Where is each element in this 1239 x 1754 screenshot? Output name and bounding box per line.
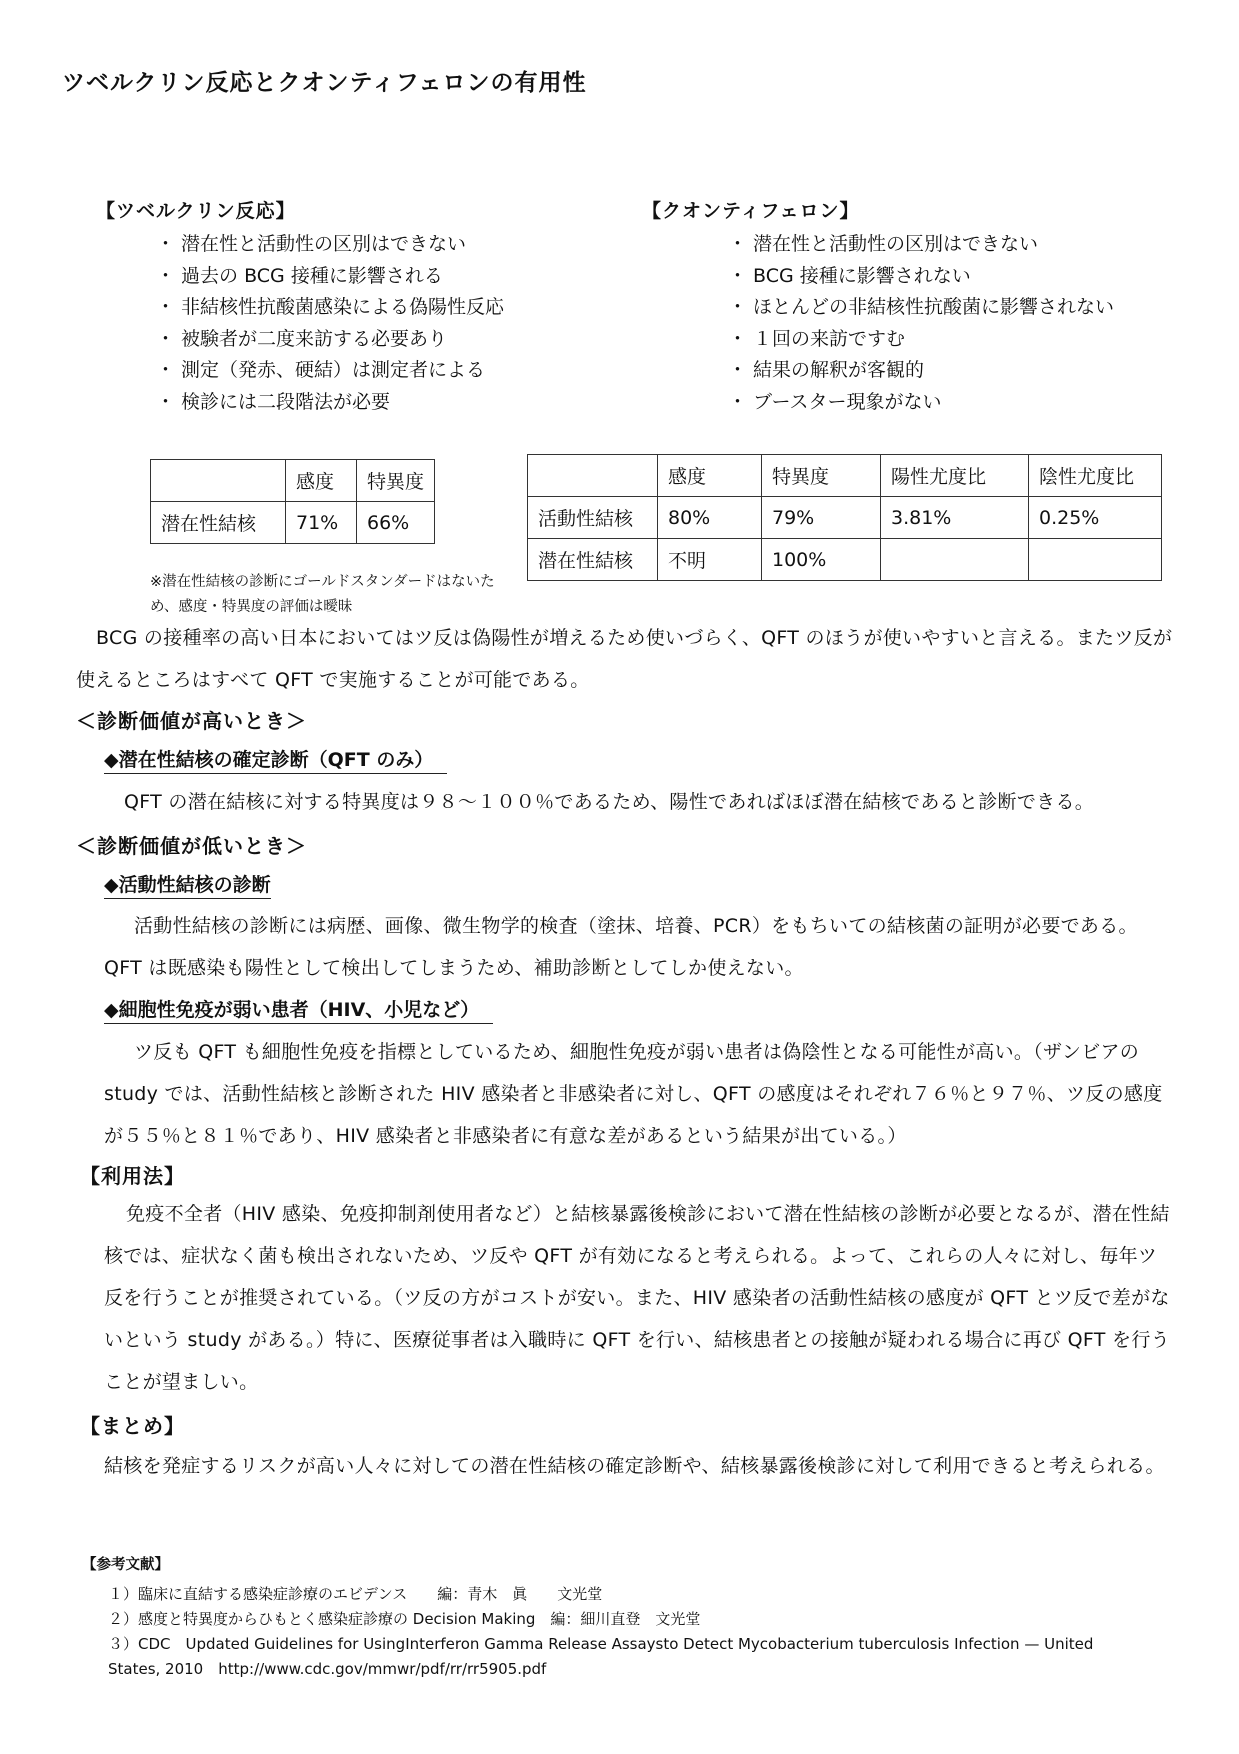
latent-tb-paragraph: QFT の潜在結核に対する特異度は９８～１００％であるため、陽性であればほぼ潜在結核であると診断できる。: [124, 791, 1095, 813]
quantiferon-heading: 【クオンティフェロン】: [642, 200, 860, 222]
quantiferon-bullet-list: [728, 229, 1114, 418]
summary-heading: 【まとめ】: [80, 1414, 185, 1438]
list-item: ・ 潜在性と活動性の区別はできない: [728, 229, 1114, 261]
table-header-cell: [151, 460, 286, 502]
table-row: [528, 497, 1162, 539]
table-cell: [881, 539, 1029, 581]
table-cell: 71%: [286, 502, 357, 544]
references-heading: 【参考文献】: [82, 1557, 169, 1573]
table-header-cell: 感度: [658, 455, 762, 497]
list-item: ・ 非結核性抗酸菌感染による偽陽性反応: [156, 292, 504, 324]
usage-heading: 【利用法】: [80, 1164, 185, 1188]
active-tb-subheading: ◆活動性結核の診断: [104, 872, 271, 899]
table-row: [151, 460, 435, 502]
quantiferon-table: [527, 454, 1162, 581]
summary-paragraph: 結核を発症するリスクが高い人々に対しての潜在性結核の確定診断や、結核暴露後検診に対して利用できると考えられる。: [104, 1455, 1165, 1477]
reference-item: ３）CDC Updated Guidelines for UsingInterferon Gamma Release Assaysto Detect Mycobacterium tuberculosis Infection — United States, 2010 http://www.cdc.gov/mmwr/pdf/rr/rr5905.pdf: [108, 1635, 1094, 1678]
latent-tb-subheading: ◆潜在性結核の確定診断（QFT のみ）: [104, 747, 447, 774]
table-cell: 活動性結核: [528, 497, 658, 539]
table-cell: 66%: [357, 502, 435, 544]
table-row: [528, 455, 1162, 497]
list-item: ・ 被験者が二度来訪する必要あり: [156, 324, 504, 356]
tuberculin-bullet-list: [156, 229, 504, 418]
table-header-cell: 特異度: [357, 460, 435, 502]
table-cell: 79%: [762, 497, 881, 539]
table-footnote: ※潜在性結核の診断にゴールドスタンダードはないため、感度・特異度の評価は曖昧: [150, 574, 495, 615]
reference-item: ２）感度と特異度からひもとく感染症診療の Decision Making 編：細川直登 文光堂: [108, 1610, 701, 1628]
table-cell: 3.81%: [881, 497, 1029, 539]
list-item: ・ １回の来訪ですむ: [728, 324, 1114, 356]
page-title: ツベルクリン反応とクオンティフェロンの有用性: [62, 70, 587, 96]
active-tb-paragraph: 活動性結核の診断には病歴、画像、微生物学的検査（塗抹、培養、PCR）をもちいての結核菌の証明が必要である。QFT は既感染も陽性として検出してしまうため、補助診断としてしか使えない。: [104, 915, 1138, 979]
high-value-heading: ＜診断価値が高いとき＞: [76, 709, 307, 733]
tuberculin-heading: 【ツベルクリン反応】: [96, 200, 296, 222]
table-cell: 0.25%: [1029, 497, 1162, 539]
table-cell: 100%: [762, 539, 881, 581]
immunocompromised-paragraph: ツ反も QFT も細胞性免疫を指標としているため、細胞性免疫が弱い患者は偽陰性となる可能性が高い。（ザンビアの study では、活動性結核と診断された HIV 感染者と非感染者に対し、QFT の感度はそれぞれ７６％と９７％、ツ反の感度が５５％と８１％であり、HIV 感染者と非感染者に有意な差があるという結果が出ている。）: [104, 1041, 1163, 1147]
list-item: ・ 潜在性と活動性の区別はできない: [156, 229, 504, 261]
table-header-cell: 陽性尤度比: [881, 455, 1029, 497]
intro-paragraph: BCG の接種率の高い日本においてはツ反は偽陽性が増えるため使いづらく、QFT のほうが使いやすいと言える。またツ反が使えるところはすべて QFT で実施することが可能である。: [76, 627, 1173, 691]
table-header-cell: 感度: [286, 460, 357, 502]
table-header-cell: 陰性尤度比: [1029, 455, 1162, 497]
list-item: ・ 測定（発赤、硬結）は測定者による: [156, 355, 504, 387]
table-header-cell: [528, 455, 658, 497]
immunocompromised-subheading: ◆細胞性免疫が弱い患者（HIV、小児など）: [104, 997, 493, 1024]
list-item: ・ 過去の BCG 接種に影響される: [156, 261, 504, 293]
list-item: ・ BCG 接種に影響されない: [728, 261, 1114, 293]
list-item: ・ ほとんどの非結核性抗酸菌に影響されない: [728, 292, 1114, 324]
table-row: [528, 539, 1162, 581]
tuberculin-table: [150, 459, 435, 544]
table-cell: 不明: [658, 539, 762, 581]
reference-item: １）臨床に直結する感染症診療のエビデンス 編：青木 眞 文光堂: [108, 1585, 603, 1603]
usage-paragraph: 免疫不全者（HIV 感染、免疫抑制剤使用者など）と結核暴露後検診において潜在性結核の診断が必要となるが、潜在性結核では、症状なく菌も検出されないため、ツ反や QFT が有効になると考えられる。よって、これらの人々に対し、毎年ツ反を行うことが推奨されている。（ツ反の方がコストが安い。また、HIV 感染者の活動性結核の感度が QFT とツ反で差がないという study がある。）特に、医療従事者は入職時に QFT を行い、結核患者との接触が疑われる場合に再び QFT を行うことが望ましい。: [104, 1203, 1170, 1393]
low-value-heading: ＜診断価値が低いとき＞: [76, 834, 307, 858]
references-list: [108, 1582, 1128, 1682]
table-cell: 80%: [658, 497, 762, 539]
list-item: ・ ブースター現象がない: [728, 387, 1114, 419]
list-item: ・ 結果の解釈が客観的: [728, 355, 1114, 387]
table-cell: 潜在性結核: [151, 502, 286, 544]
table-cell: 潜在性結核: [528, 539, 658, 581]
table-row: [151, 502, 435, 544]
table-header-cell: 特異度: [762, 455, 881, 497]
list-item: ・ 検診には二段階法が必要: [156, 387, 504, 419]
table-cell: [1029, 539, 1162, 581]
